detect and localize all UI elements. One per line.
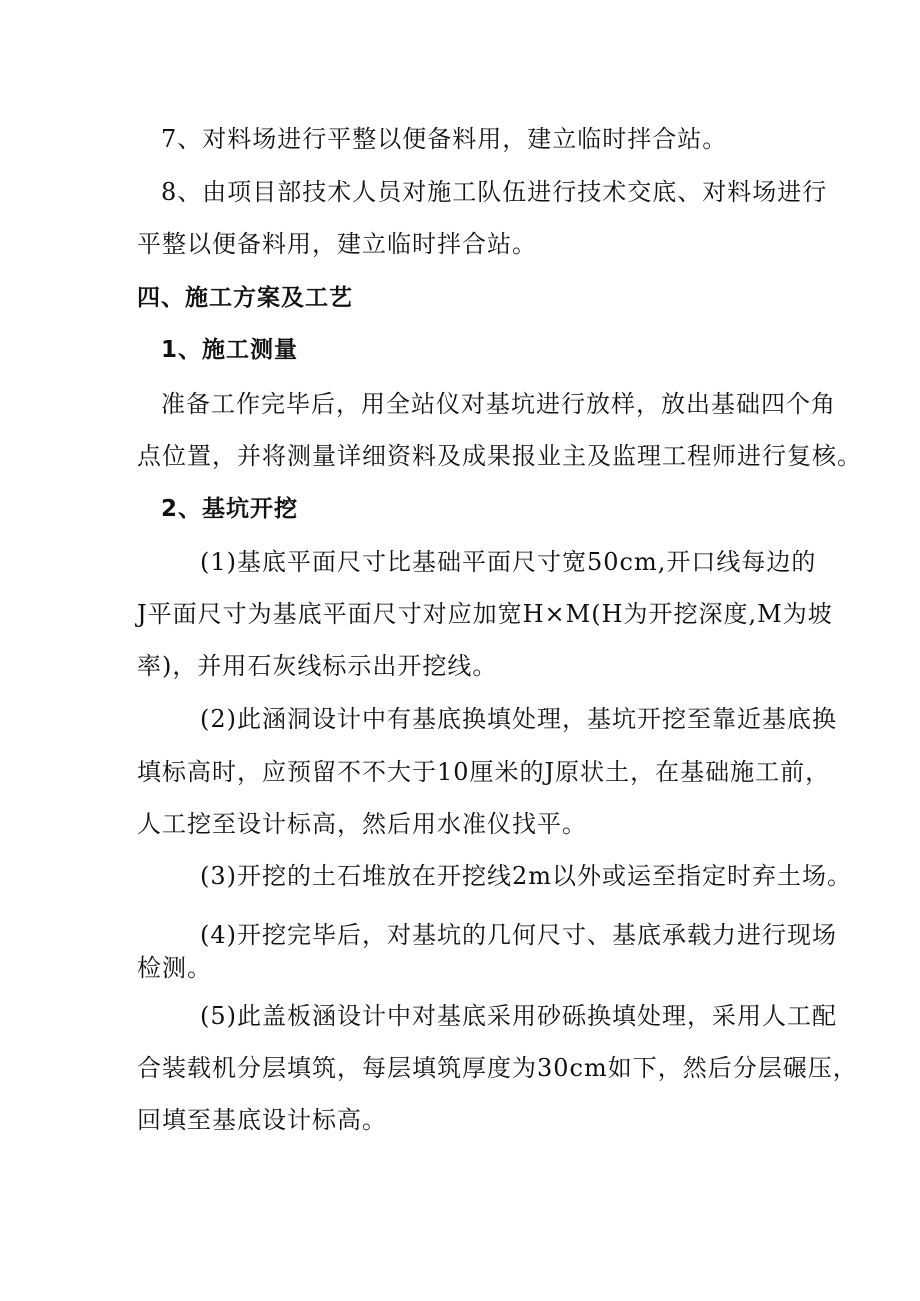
excavation-item-3-line-1: (3)开挖的土石堆放在开挖线2m以外或运至指定时弃土场。 [200, 862, 853, 890]
excavation-item-1-line-1: (1)基底平面尺寸比基础平面尺寸宽50cm,开口线每边的 [200, 548, 817, 576]
survey-line-1: 准备工作完毕后，用全站仪对基坑进行放样，放出基础四个角 [161, 390, 836, 418]
section-heading: 四、施工方案及工艺 [137, 285, 353, 311]
subsection-heading-excavation: 2、基坑开挖 [161, 496, 299, 522]
survey-line-2: 点位置，并将测量详细资料及成果报业主及监理工程师进行复核。 [137, 442, 862, 470]
excavation-item-4-line-1: (4)开挖完毕后，对基坑的几何尺寸、基底承载力进行现场 [200, 921, 837, 949]
excavation-item-5-line-2: 合装载机分层填筑，每层填筑厚度为30cm如下，然后分层碾压， [137, 1054, 858, 1082]
excavation-item-5-line-3: 回填至基底设计标高。 [137, 1106, 387, 1134]
excavation-item-2-line-1: (2)此涵洞设计中有基底换填处理，基坑开挖至靠近基底换 [200, 705, 837, 733]
item-8-line-2: 平整以便备料用，建立临时拌合站。 [137, 230, 537, 258]
item-7-line-1: 7、对料场进行平整以便备料用，建立临时拌合站。 [161, 125, 728, 153]
subsection-heading-survey: 1、施工测量 [161, 337, 299, 363]
excavation-item-4-line-2: 检测。 [137, 954, 212, 982]
excavation-item-1-line-3: 率)，并用石灰线标示出开挖线。 [137, 652, 498, 680]
item-8-line-1: 8、由项目部技术人员对施工队伍进行技术交底、对料场进行 [161, 178, 828, 206]
excavation-item-5-line-1: (5)此盖板涵设计中对基底采用砂砾换填处理，采用人工配 [200, 1002, 837, 1030]
excavation-item-2-line-3: 人工挖至设计标高，然后用水准仪找平。 [137, 810, 587, 838]
excavation-item-2-line-2: 填标高时，应预留不不大于10厘米的J原状土，在基础施工前， [137, 758, 831, 786]
excavation-item-1-line-2: J平面尺寸为基底平面尺寸对应加宽H×M(H为开挖深度,M为坡 [137, 600, 833, 628]
